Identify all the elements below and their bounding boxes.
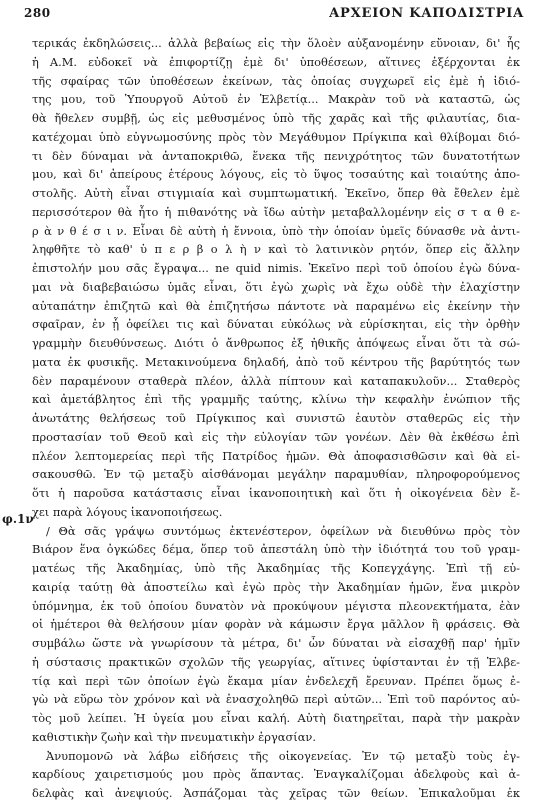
text-line: μαι νὰ διαβεβαιώσω ὑμᾶς εἶναι, ὅτι ἐγὼ χωρὶς νὰ ἔχω οὐδὲ τὴν ἐλαχίστην xyxy=(32,279,520,294)
text-line: τι δὲν δύναμαι νὰ ἀνταποκριθῶ, ἕνεκα τῆς πενιχρότητος τῶν δυνατοτήτων xyxy=(32,148,520,163)
folio-margin-note: φ.1ν xyxy=(2,512,34,526)
text-line: τίᾳ καὶ περὶ τῶν ὁποίων ἐγὼ ἔκαμα μίαν ἐνδελεχῆ ἔρευναν. Πρέπει ὅμως ἐ- xyxy=(32,673,520,688)
text-line: ἐπιστολήν μου σᾶς ἔγραψα... ne quid nimis. Ἐκεῖνο περὶ τοῦ ὁποίου ἐγὼ δύνα- xyxy=(32,261,520,275)
text-line: Ἀνυπομονῶ νὰ λάβω εἰδήσεις τῆς οἰκογενείας. Ἐν τῷ μεταξὺ τοὺς ἐγ- xyxy=(46,748,520,763)
text-line: / Θὰ σᾶς γράψω συντόμως ἐκτενέστερον, ὀφείλων νὰ διευθύνω πρὸς τὸν xyxy=(46,523,520,538)
text-line: δελφὰς καὶ ἀνεψιούς. Ἀσπάζομαι τὰς χεῖρας τῶν θείων. Ἐπικαλοῦμαι ἐκ xyxy=(32,786,520,800)
text-line: περισσότερον θὰ ἦτο ἡ πιθανότης νὰ ἴδω αὐτὴν μεταβαλλομένην εἰς σ τ α θ ε- xyxy=(32,204,520,219)
text-line: τερικάς ἐκδηλώσεις... ἀλλὰ βεβαίως εἰς τὴν ὅλοὲν αὐξανομένην εὔνοιαν, δι' ἧς xyxy=(32,36,520,50)
text-line: συμβάλω ὥστε νὰ γνωρίσουν τὰ μέτρα, δι' ὧν δύναται νὰ εἰσαχθῇ παρ' ἡμῖν xyxy=(32,636,520,650)
text-line: ἡ Α.Μ. εὐδοκεῖ νὰ ἐπιφορτίζῃ ἐμὲ δι' ὑποθέσεων, αἵτινες ἐξέρχονται ἐκ xyxy=(32,54,520,69)
text-line: τῆς σφαίρας τῶν ὑποθέσεων ἐκείνων, τὰς ὁποίας συγχωρεῖ εἰς ἐμὲ ἡ ἰδιό- xyxy=(32,73,520,88)
text-line: προστασίαν τοῦ Θεοῦ καὶ εἰς τὴν εὐλογίαν τῶν γονέων. Δὲν θὰ ἐκθέσω ἐπὶ xyxy=(32,429,520,444)
body-text xyxy=(32,34,520,803)
text-line: ἀνωτάτης θελήσεως τοῦ Πρίγκιπος καὶ συνιστῶ ἑαυτὸν σταθερῶς εἰς τὴν xyxy=(32,411,520,425)
page-header xyxy=(24,6,524,26)
text-line: οἱ ἡμέτεροι θὰ θελήσουν μίαν φορὰν νὰ κάμωσιν ἔργα μᾶλλον ἢ φράσεις. Θὰ xyxy=(32,617,520,632)
text-line: ματέως τῆς Ἀκαδημίας, ὑπὸ τῆς Ἀκαδημίας τῆς Κοπεγχάγης. Ἐπὶ τῇ εὐ- xyxy=(32,561,520,575)
text-line: ματα ἐκ φυσικῆς. Μετακινούμενα δηλαδή, ἀπὸ τοῦ κέντρου τῆς βαρύτητός των xyxy=(32,354,520,369)
text-line: Βιάρον ἕνα ὀγκώδες δέμα, ὅπερ τοῦ ἀπεστάλη ὑπὸ τὴν ἰδιότητά του τοῦ γραμ- xyxy=(32,542,520,557)
text-line: κατέχομαι ὑπὸ εὐγνωμοσύνης πρὸς τὸν Μεγάθυμον Πρίγκιπα καὶ θλίβομαι διό- xyxy=(32,129,520,144)
text-line: τὸς μοῦ λείπει. Ἡ ὑγεία μου εἶναι καλή. Αὐτὴ διατηρεῖται, παρὰ τὴν μακρὰν xyxy=(32,711,520,725)
text-line: της μου, τοῦ Ὑπουργοῦ Αὐτοῦ ἐν Ἑλβετίᾳ... Μακρὰν τοῦ νὰ καταστῶ, ὡς xyxy=(32,92,520,107)
text-line: ὑπόμνημα, ἐκ τοῦ ὁποίου δυνατὸν νὰ προκύψουν μέγιστα πλεονεκτήματα, ἐὰν xyxy=(32,598,520,613)
text-line: χει παρὰ λόγους ἱκανοποιήσεως. xyxy=(32,504,223,519)
text-line: σακουσθῶ. Ἐν τῷ μεταξὺ αἰσθάνομαι μεγάλην παραμυθίαν, πληροφορούμενος xyxy=(32,467,520,482)
text-line: πλέον λεπτομερείας περὶ τῆς Πατρίδος ἡμῶν. Θὰ ἀποφασισθῶσιν καὶ θὰ εἰ- xyxy=(32,448,520,463)
page-number: 280 xyxy=(24,6,51,20)
text-line: σφαῖραν, ἐν ᾗ ὀφείλει τις καὶ δύναται εὐκόλως νὰ εὑρίσκηται, εἰς τὴν ὀρθὴν xyxy=(32,317,520,332)
text-line: μου, καὶ δι' ἀπείρους ἑτέρους λόγους, εἰς τὸ ὕψος τοσαύτης καὶ τοιαύτης ἀπο- xyxy=(32,167,520,182)
text-line: καθιστικὴν ζωὴν καὶ τὴν πνευματικὴν ἐργασίαν. xyxy=(32,729,316,744)
text-line: καὶ ἀμετάβλητος ἐπὶ τῆς γραμμῆς ταύτης, κλίνω τὴν κεφαλὴν ἐνώπιον τῆς xyxy=(32,392,520,407)
text-line: γὼ νὰ εὕρω τὸν χρόνον καὶ νὰ ἐνασχοληθῶ περὶ αὐτῶν... Ἐπὶ τοῦ παρόντος αὐ- xyxy=(32,692,520,707)
text-line: γραμμὴν διευθύνσεως. Διότι ὁ ἄνθρωπος ἐξ ἠθικῆς ἀπόψεως εἶναι ὅτι τὰ σώ- xyxy=(32,336,520,350)
text-line: καιρίᾳ ταύτῃ θὰ ἀποστείλω καὶ ἐγὼ πρὸς τὴν Ἀκαδημίαν ἡμῶν, ἕνα μικρὸν xyxy=(32,579,520,594)
text-line: αὐταπάτην ἐπιζητῶ καὶ θὰ ἐπιζητήσω πάντοτε νὰ παραμένω εἰς ἐκείνην τὴν xyxy=(32,298,520,313)
text-line: δὲν παραμένουν σταθερὰ πλέον, ἀλλὰ πίπτουν καὶ καταπακυλοῦν... Σταθερὸς xyxy=(32,373,520,388)
text-line: στολῆς. Αὐτὴ εἶναι στιγμιαία καὶ συμπτωματική. Ἐκεῖνο, ὅπερ θὰ ἔθελεν ἐμὲ xyxy=(32,186,520,200)
text-line: ρ ὰ ν θ έ σ ι ν. Εἶναι δὲ αὐτὴ ἡ ἔννοια, ὑπὸ τὴν ὁποίαν ὑμεῖς δύνασθε νὰ ἀντι- xyxy=(32,223,520,238)
text-line: ἡ σύστασις πρακτικῶν σχολῶν τῆς γεωργίας, αἵτινες ὑφίστανται ἐν τῇ Ἑλβε- xyxy=(32,654,520,669)
text-line: θὰ ἤθελεν συμβῇ, ὡς εἰς μεθυσμένος ὑπὸ τῆς χαρᾶς καὶ τῆς φιλαυτίας, δια- xyxy=(32,111,520,125)
text-line: ληφθῆτε τὸ καθ' ὑ π ε ρ β ο λ ὴ ν καὶ τὸ λατινικὸν ρητόν, ὅπερ εἰς ἄλλην xyxy=(32,242,520,257)
text-line: καρδίους χαιρετισμούς μου πρὸς ἅπαντας. Ἐναγκαλίζομαι ἀδελφοὺς καὶ ἀ- xyxy=(32,767,520,782)
text-line: ὅτι ἡ παροῦσα κατάστασις εἶναι ἱκανοποιητικὴ καὶ ὅτι ἡ οἰκογένεια δὲν ἔ- xyxy=(32,486,520,500)
running-title: ΑΡΧΕΙΟΝ ΚΑΠΟΔΙΣΤΡΙΑ xyxy=(329,6,524,21)
